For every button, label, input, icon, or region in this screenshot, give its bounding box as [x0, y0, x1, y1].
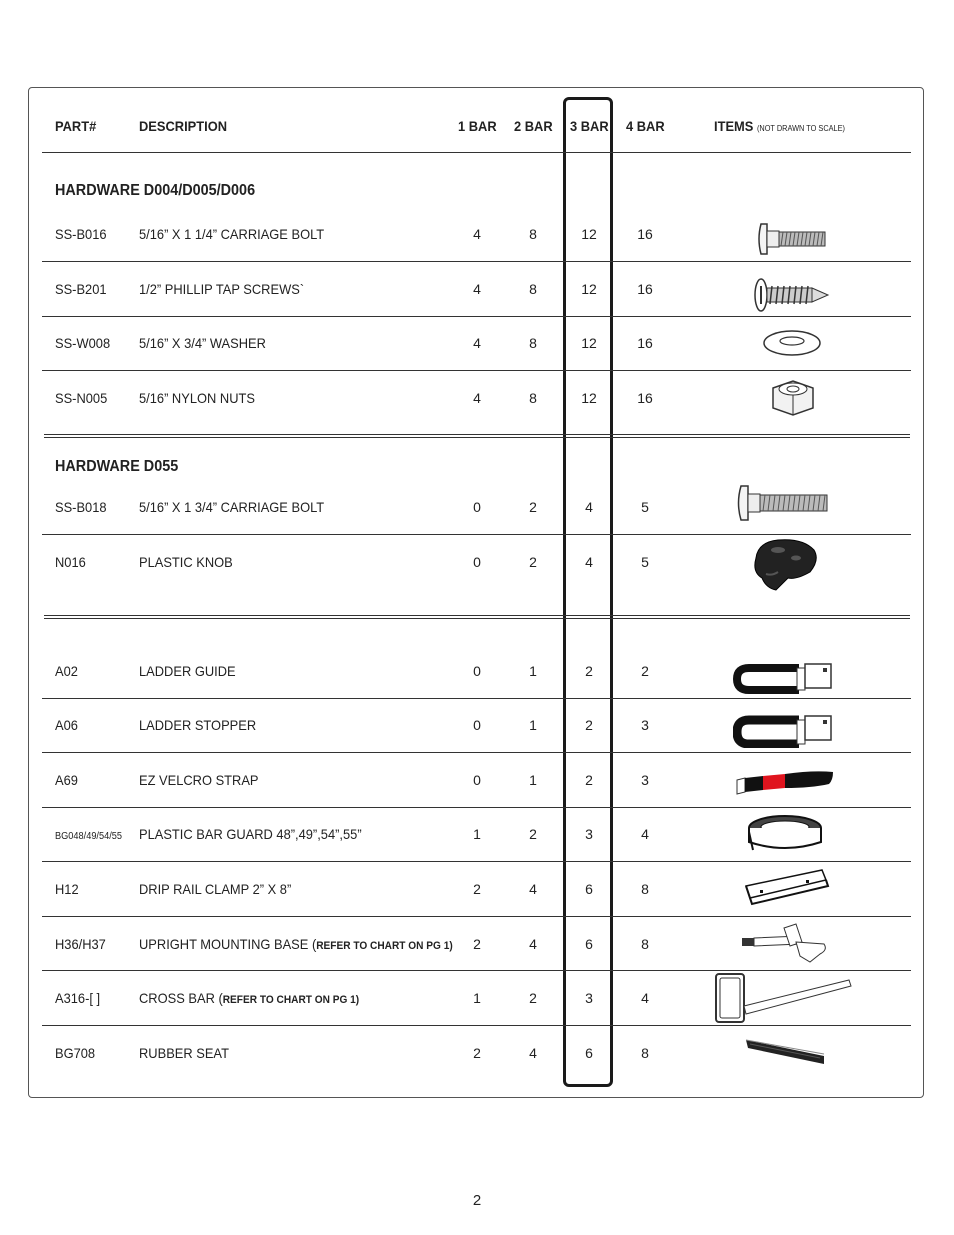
section-divider [44, 434, 910, 438]
qty-4-bar: 2 [641, 663, 649, 679]
qty-4-bar: 16 [637, 281, 653, 297]
part-description [139, 717, 256, 735]
qty-4-bar: 3 [641, 717, 649, 733]
qty-1-bar: 2 [473, 1045, 481, 1061]
description-text: CROSS BAR ( [139, 990, 223, 1006]
row-divider [42, 534, 911, 535]
qty-1-bar: 2 [473, 881, 481, 897]
qty-4-bar: 16 [637, 390, 653, 406]
qty-3-bar: 4 [585, 499, 593, 515]
velcro-strap-icon [733, 766, 837, 796]
description-text: DRIP RAIL CLAMP 2” X 8” [139, 881, 292, 897]
nylon-nut-icon [768, 378, 818, 418]
row-divider [42, 370, 911, 371]
qty-2-bar: 8 [529, 390, 537, 406]
part-description [139, 990, 359, 1008]
cross-bar-icon [713, 970, 853, 1026]
header-divider [42, 152, 911, 153]
qty-2-bar: 1 [529, 717, 537, 733]
section-title-hardware-d055: HARDWARE D055 [55, 458, 179, 475]
carriage-bolt-long-icon [735, 482, 831, 524]
part-number: A06 [55, 717, 78, 733]
row-divider [42, 807, 911, 808]
qty-3-bar: 12 [581, 335, 597, 351]
part-description [139, 499, 324, 517]
part-number: SS-B016 [55, 226, 107, 242]
qty-4-bar: 3 [641, 772, 649, 788]
description-text: UPRIGHT MOUNTING BASE ( [139, 936, 317, 952]
row-divider [42, 261, 911, 262]
qty-1-bar: 4 [473, 226, 481, 242]
qty-2-bar: 2 [529, 990, 537, 1006]
qty-3-bar: 12 [581, 226, 597, 242]
section-divider [44, 615, 910, 619]
qty-1-bar: 4 [473, 281, 481, 297]
qty-3-bar: 2 [585, 717, 593, 733]
description-text: 1/2” PHILLIP TAP SCREWS` [139, 281, 305, 297]
part-description [139, 335, 266, 353]
carriage-bolt-short-icon [755, 220, 830, 258]
ladder-stopper-icon [733, 710, 837, 748]
description-text: PLASTIC KNOB [139, 554, 233, 570]
header-2-bar: 2 BAR [514, 118, 553, 134]
part-description [139, 772, 259, 790]
part-description [139, 663, 236, 681]
part-description [139, 881, 291, 899]
header-4-bar: 4 BAR [626, 118, 665, 134]
qty-3-bar: 6 [585, 1045, 593, 1061]
description-text: LADDER GUIDE [139, 663, 236, 679]
qty-2-bar: 2 [529, 554, 537, 570]
qty-2-bar: 8 [529, 226, 537, 242]
description-text: EZ VELCRO STRAP [139, 772, 259, 788]
qty-4-bar: 8 [641, 1045, 649, 1061]
row-divider [42, 916, 911, 917]
row-divider [42, 316, 911, 317]
qty-4-bar: 16 [637, 226, 653, 242]
qty-2-bar: 1 [529, 772, 537, 788]
part-number: SS-W008 [55, 335, 111, 351]
part-description [139, 936, 453, 954]
qty-2-bar: 1 [529, 663, 537, 679]
header-part: PART# [55, 118, 97, 134]
part-number: SS-B201 [55, 281, 107, 297]
qty-4-bar: 5 [641, 554, 649, 570]
description-text: RUBBER SEAT [139, 1045, 229, 1061]
qty-2-bar: 2 [529, 499, 537, 515]
qty-2-bar: 8 [529, 335, 537, 351]
part-number: SS-N005 [55, 390, 108, 406]
description-text: PLASTIC BAR GUARD 48”,49”,54”,55” [139, 826, 362, 842]
qty-2-bar: 8 [529, 281, 537, 297]
qty-2-bar: 4 [529, 881, 537, 897]
header-description: DESCRIPTION [139, 118, 228, 134]
qty-1-bar: 0 [473, 663, 481, 679]
part-number: A316-[ ] [55, 990, 101, 1006]
qty-3-bar: 6 [585, 936, 593, 952]
qty-3-bar: 2 [585, 663, 593, 679]
part-number: N016 [55, 554, 86, 570]
qty-3-bar: 4 [585, 554, 593, 570]
qty-1-bar: 0 [473, 499, 481, 515]
part-description [139, 226, 324, 244]
qty-1-bar: 0 [473, 717, 481, 733]
part-number: BG048/49/54/55 [55, 831, 123, 842]
qty-4-bar: 4 [641, 990, 649, 1006]
section-title-hardware-d004: HARDWARE D004/D005/D006 [55, 182, 256, 199]
part-number: A69 [55, 772, 78, 788]
washer-icon [760, 328, 824, 358]
description-text: 5/16” NYLON NUTS [139, 390, 255, 406]
part-description [139, 281, 304, 299]
part-number: H36/H37 [55, 936, 106, 952]
row-divider [42, 698, 911, 699]
qty-4-bar: 16 [637, 335, 653, 351]
qty-3-bar: 3 [585, 826, 593, 842]
qty-4-bar: 8 [641, 881, 649, 897]
qty-3-bar: 3 [585, 990, 593, 1006]
part-description [139, 826, 362, 844]
part-number: A02 [55, 663, 78, 679]
qty-1-bar: 4 [473, 335, 481, 351]
part-number: SS-B018 [55, 499, 107, 515]
tap-screw-icon [752, 276, 832, 314]
qty-4-bar: 8 [641, 936, 649, 952]
part-description [139, 390, 255, 408]
header-3-bar: 3 BAR [570, 118, 609, 134]
qty-3-bar: 2 [585, 772, 593, 788]
bar-guard-roll-icon [745, 810, 825, 854]
qty-1-bar: 1 [473, 826, 481, 842]
qty-3-bar: 12 [581, 281, 597, 297]
qty-1-bar: 0 [473, 554, 481, 570]
description-note: REFER TO CHART ON PG 1) [316, 940, 453, 952]
qty-1-bar: 2 [473, 936, 481, 952]
row-divider [42, 861, 911, 862]
qty-2-bar: 2 [529, 826, 537, 842]
description-text: 5/16” X 1 1/4” CARRIAGE BOLT [139, 226, 325, 242]
plastic-knob-icon [748, 536, 820, 594]
drip-rail-clamp-icon [740, 866, 830, 910]
header-items-note: (NOT DRAWN TO SCALE) [756, 124, 845, 133]
qty-4-bar: 5 [641, 499, 649, 515]
ladder-guide-icon [733, 658, 837, 694]
description-text: LADDER STOPPER [139, 717, 257, 733]
mounting-base-icon [740, 922, 832, 966]
qty-1-bar: 1 [473, 990, 481, 1006]
qty-2-bar: 4 [529, 936, 537, 952]
rubber-seat-icon [742, 1034, 830, 1066]
qty-4-bar: 4 [641, 826, 649, 842]
description-text: 5/16” X 1 3/4” CARRIAGE BOLT [139, 499, 325, 515]
header-1-bar: 1 BAR [458, 118, 497, 134]
qty-1-bar: 0 [473, 772, 481, 788]
qty-1-bar: 4 [473, 390, 481, 406]
header-items: ITEMS (NOT DRAWN TO SCALE) [714, 118, 845, 134]
qty-2-bar: 4 [529, 1045, 537, 1061]
qty-3-bar: 12 [581, 390, 597, 406]
description-text: 5/16” X 3/4” WASHER [139, 335, 266, 351]
part-description [139, 1045, 229, 1063]
qty-3-bar: 6 [585, 881, 593, 897]
page-number: 2 [472, 1192, 482, 1209]
row-divider [42, 752, 911, 753]
part-number: H12 [55, 881, 79, 897]
part-description [139, 554, 233, 572]
part-number: BG708 [55, 1045, 96, 1061]
description-note: REFER TO CHART ON PG 1) [222, 994, 360, 1006]
